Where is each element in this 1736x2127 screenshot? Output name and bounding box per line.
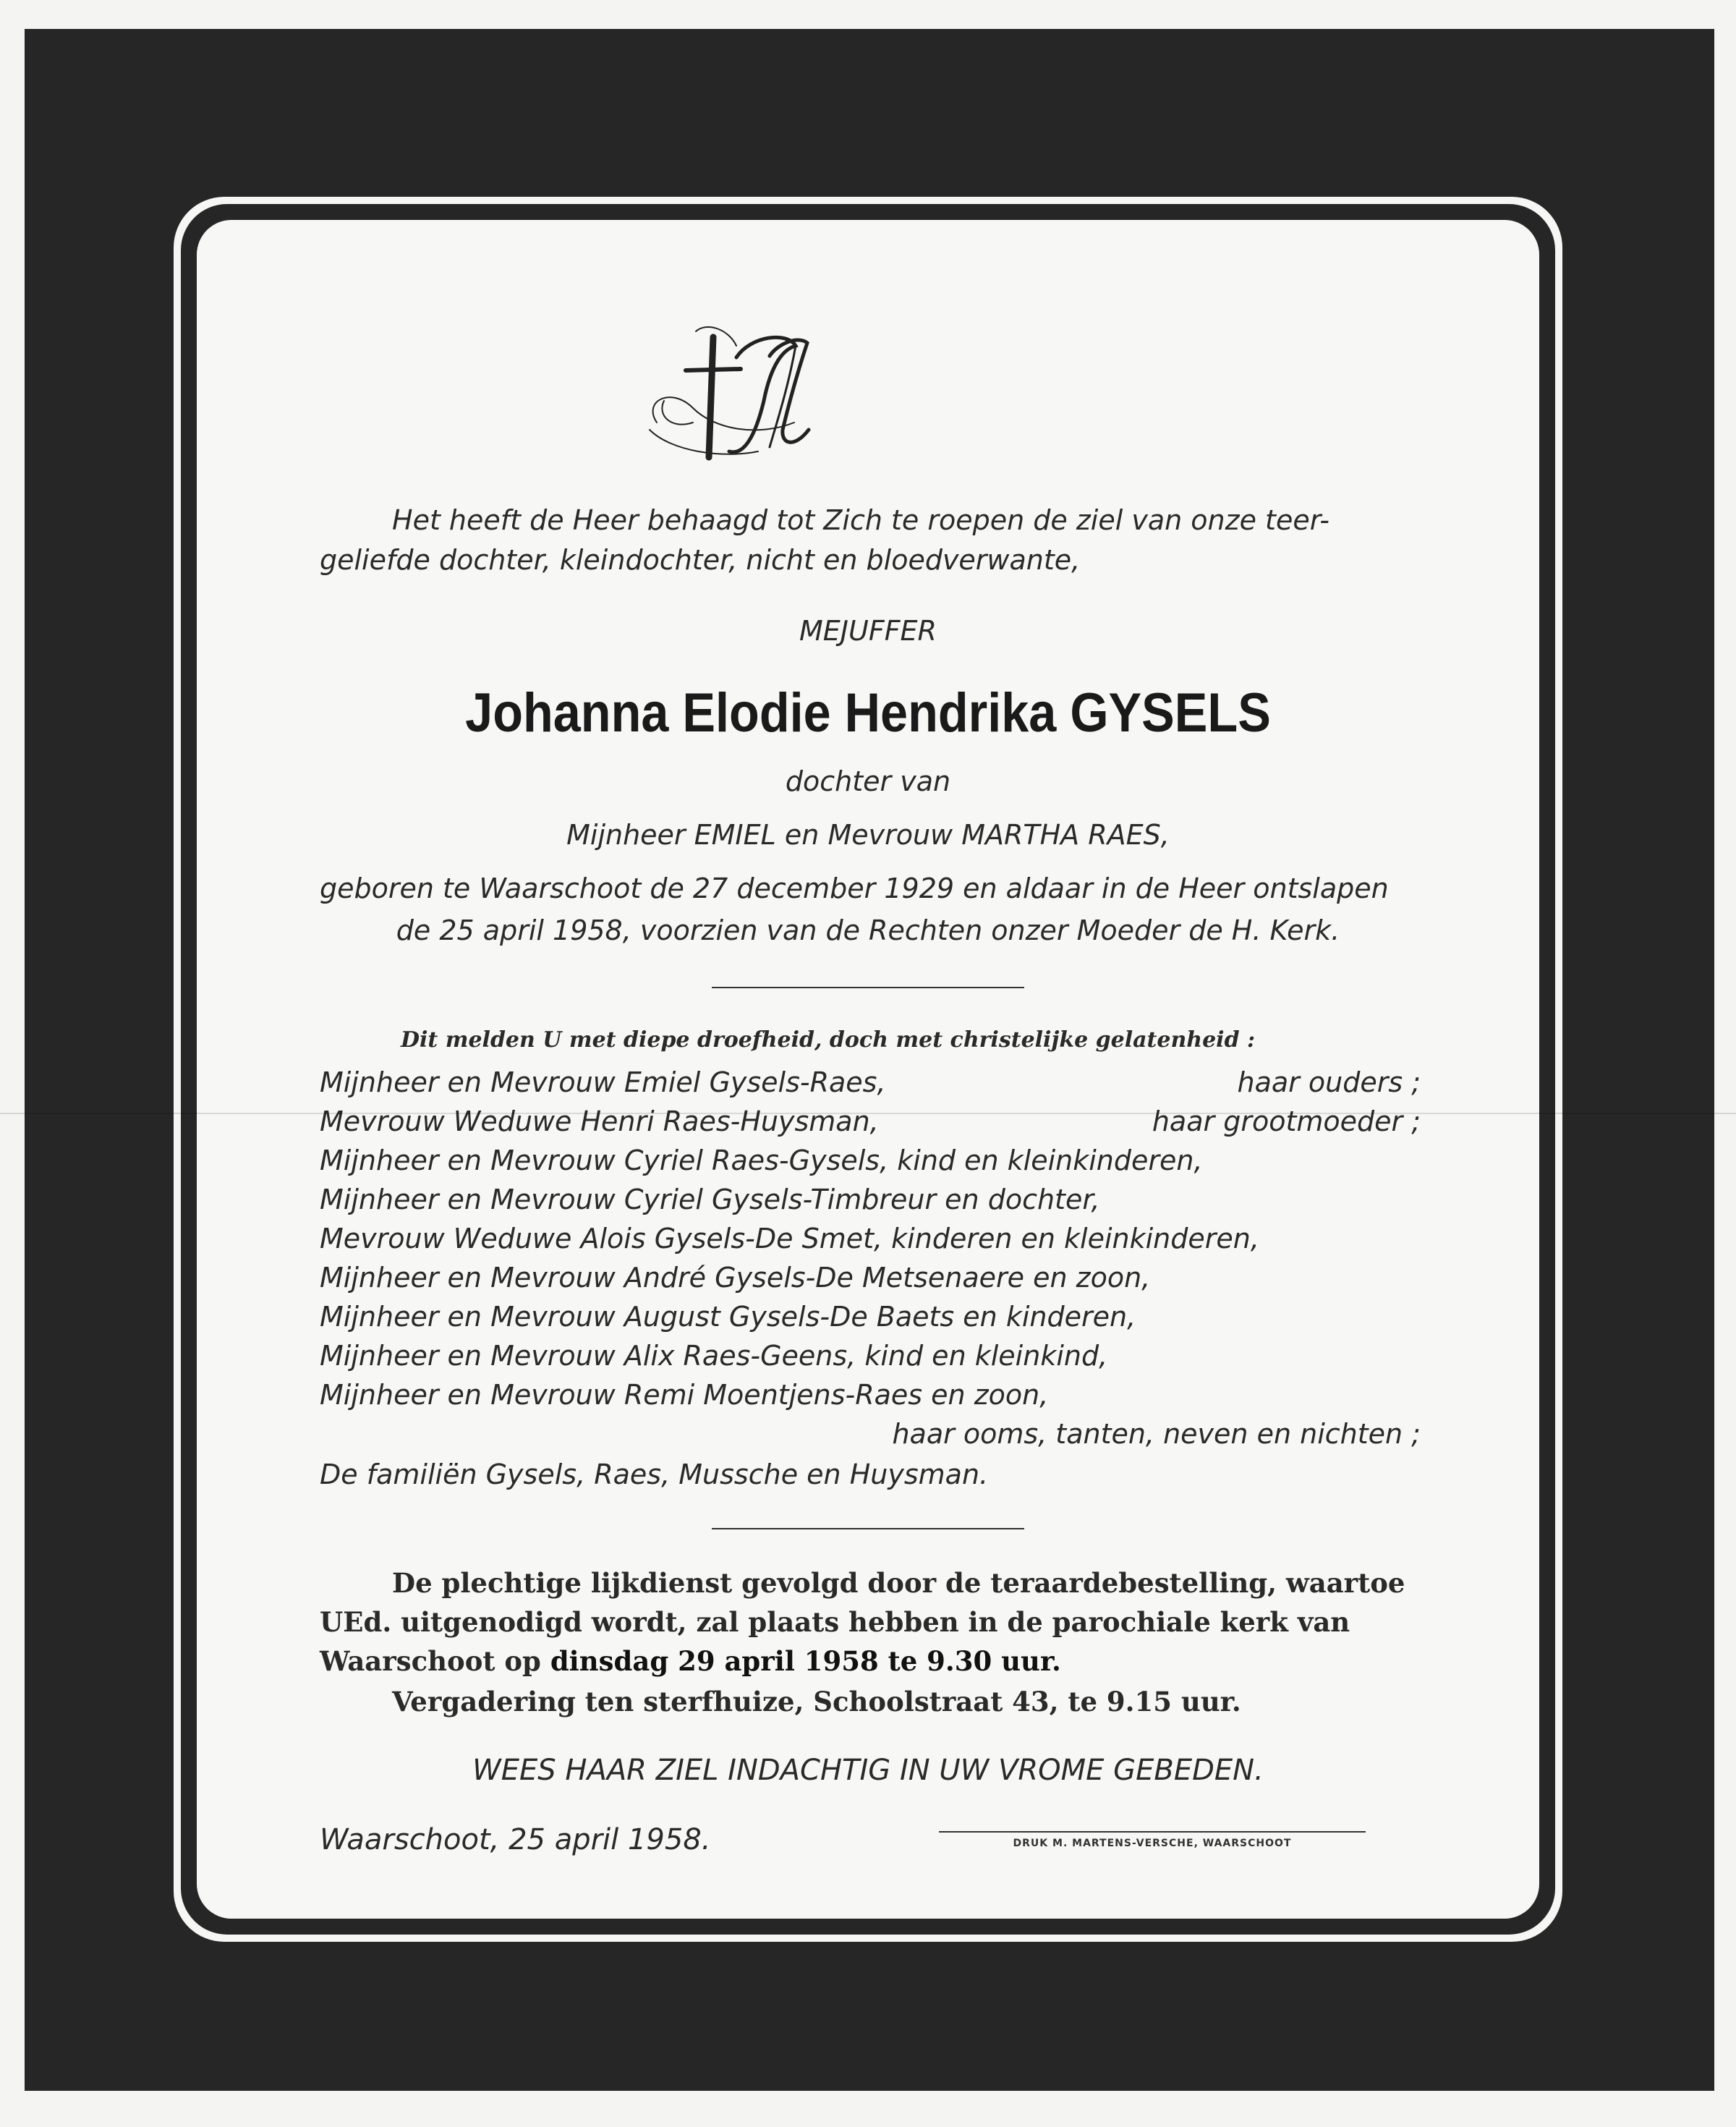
intro-line-2: geliefde dochter, kleindochter, nicht en bloedverwante, [320, 544, 1081, 576]
mourner-9-name: Mijnheer en Mevrouw Remi Moentjens-Raes en zoon, [320, 1379, 1049, 1411]
divider-2 [712, 1528, 1024, 1529]
mourner-1-name: Mijnheer en Mevrouw Emiel Gysels-Raes, [320, 1066, 886, 1098]
mourner-1-relation: haar ouders ; [1237, 1066, 1421, 1098]
service-line-2: UEd. uitgenodigd wordt, zal plaats hebben in de parochiale kerk van [320, 1606, 1350, 1638]
service-line-3 [320, 1645, 1061, 1677]
service-line-3-prefix: Waarschoot op [320, 1645, 550, 1677]
printer-credit: DRUK M. MARTENS-VERSCHE, WAARSCHOOT [1013, 1838, 1292, 1849]
service-line-4: Vergadering ten sterfhuize, Schoolstraat 43, te 9.15 uur. [392, 1686, 1241, 1718]
mourner-2-name: Mevrouw Weduwe Henri Raes-Huysman, [320, 1105, 879, 1137]
printer-rule [939, 1831, 1366, 1833]
cross-monogram-icon [628, 314, 830, 480]
intro-line-1: Het heeft de Heer behaagd tot Zich te roepen de ziel van onze teer- [392, 504, 1329, 536]
place-date: Waarschoot, 25 april 1958. [320, 1823, 711, 1856]
divider-1 [712, 987, 1024, 988]
relatives-line: haar ooms, tanten, neven en nichten ; [892, 1418, 1421, 1450]
mourner-6-name: Mijnheer en Mevrouw André Gysels-De Metsenaere en zoon, [320, 1262, 1151, 1294]
service-datetime: dinsdag 29 april 1958 te 9.30 uur. [550, 1645, 1061, 1677]
service-line-1: De plechtige lijkdienst gevolgd door de teraardebestelling, waartoe [392, 1567, 1405, 1599]
memorial-card [197, 220, 1539, 1919]
mourner-7-name: Mijnheer en Mevrouw August Gysels-De Baets en kinderen, [320, 1301, 1136, 1333]
parents: Mijnheer EMIEL en Mevrouw MARTHA RAES, [566, 819, 1170, 851]
mourner-8-name: Mijnheer en Mevrouw Alix Raes-Geens, kind en kleinkind, [320, 1340, 1108, 1372]
mourner-5-name: Mevrouw Weduwe Alois Gysels-De Smet, kinderen en kleinkinderen, [320, 1223, 1259, 1254]
deceased-name: Johanna Elodie Hendrika GYSELS [465, 682, 1271, 744]
paper-fold [0, 1113, 1736, 1114]
announcement: Dit melden U met diepe droefheid, doch met christelijke gelatenheid : [401, 1027, 1256, 1053]
prayer-line: WEES HAAR ZIEL INDACHTIG IN UW VROME GEBEDEN. [472, 1754, 1264, 1787]
mourner-4-name: Mijnheer en Mevrouw Cyriel Gysels-Timbreur en dochter, [320, 1184, 1100, 1215]
mourner-3-name: Mijnheer en Mevrouw Cyriel Raes-Gysels, kind en kleinkinderen, [320, 1145, 1203, 1176]
salutation: MEJUFFER [799, 615, 937, 647]
families-line: De familiën Gysels, Raes, Mussche en Huysman. [320, 1459, 989, 1490]
daughter-of: dochter van [785, 765, 951, 797]
birth-line-2: de 25 april 1958, voorzien van de Rechten onzer Moeder de H. Kerk. [396, 914, 1340, 946]
birth-line-1: geboren te Waarschoot de 27 december 1929 en aldaar in de Heer ontslapen [320, 873, 1389, 904]
mourner-2-relation: haar grootmoeder ; [1152, 1105, 1421, 1137]
